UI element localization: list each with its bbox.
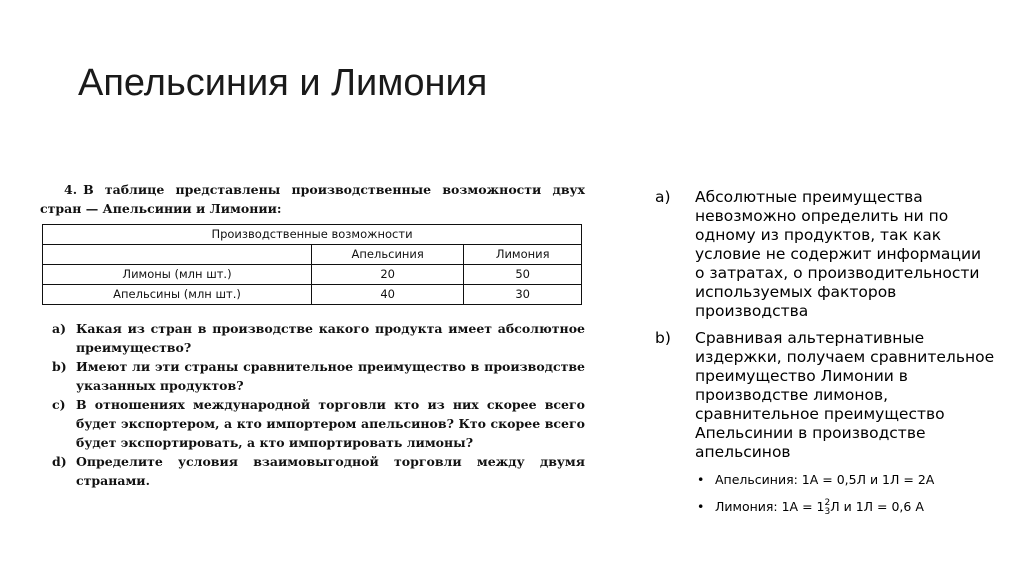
table-cell: 50 [464,265,582,285]
table-caption: Производственные возможности [43,225,582,245]
task-image [40,180,585,490]
question-letter: b) [52,359,67,374]
task-intro-text: В таблице представлены производственные возможности двух стран — Апельсинии и Лимонии: [40,182,585,216]
question-item [40,357,585,395]
fraction-denominator: 3 [824,506,831,517]
bullet-item [695,470,995,489]
bullet-list [655,470,995,517]
question-item [40,395,585,452]
question-text: В отношениях международной торговли кто из них скорее всего будет экспортером, а кто импортером апельсинов? Кто скорее всего будет экспортировать, а кто импортировать лимоны? [76,397,585,450]
answers-list [655,188,995,525]
fraction-numerator: 2 [824,497,831,508]
question-letter: а) [52,321,67,336]
answer-letter: b) [655,329,671,347]
table-row-label: Апельсины (млн шт.) [43,285,312,305]
answer-text: Сравнивая альтернативные издержки, получаем сравнительное преимущество Лимонии в производстве лимонов, сравнительное преимущество Апельсинии в производстве апельсинов [695,329,995,461]
bullet-text: Лимония: 1А = 1 [715,499,825,514]
question-text: Определите условия взаимовыгодной торговли между двумя странами. [76,454,585,488]
table-cell: 30 [464,285,582,305]
answer-text: Абсолютные преимущества невозможно определить ни по одному из продуктов, так как условие не содержит информации о затратах, о производительности используемых факторов производства [695,188,982,320]
task-number: 4. [64,182,78,197]
question-letter: d) [52,454,67,469]
answer-item [655,329,995,462]
table-header-empty [43,245,312,265]
table-header-col: Апельсиния [312,245,464,265]
table-row [43,285,582,305]
task-intro [40,180,585,218]
question-item [40,452,585,490]
table-row-label: Лимоны (млн шт.) [43,265,312,285]
answer-item [655,188,995,321]
question-text: Имеют ли эти страны сравнительное преимущество в производстве указанных продуктов? [76,359,585,393]
question-item [40,319,585,357]
table-cell: 20 [312,265,464,285]
table-cell: 40 [312,285,464,305]
bullet-text: Л и 1Л = 0,6 А [830,499,924,514]
table-header-col: Лимония [464,245,582,265]
bullet-text: Апельсиния: 1А = 0,5Л и 1Л = 2А [715,472,935,487]
question-letter: c) [52,397,66,412]
page-title: Апельсиния и Лимония [78,62,488,104]
table-row [43,265,582,285]
bullet-item [695,497,995,517]
question-text: Какая из стран в производстве какого продукта имеет абсолютное преимущество? [76,321,585,355]
capabilities-table [42,224,582,305]
answer-letter: a) [655,188,671,206]
